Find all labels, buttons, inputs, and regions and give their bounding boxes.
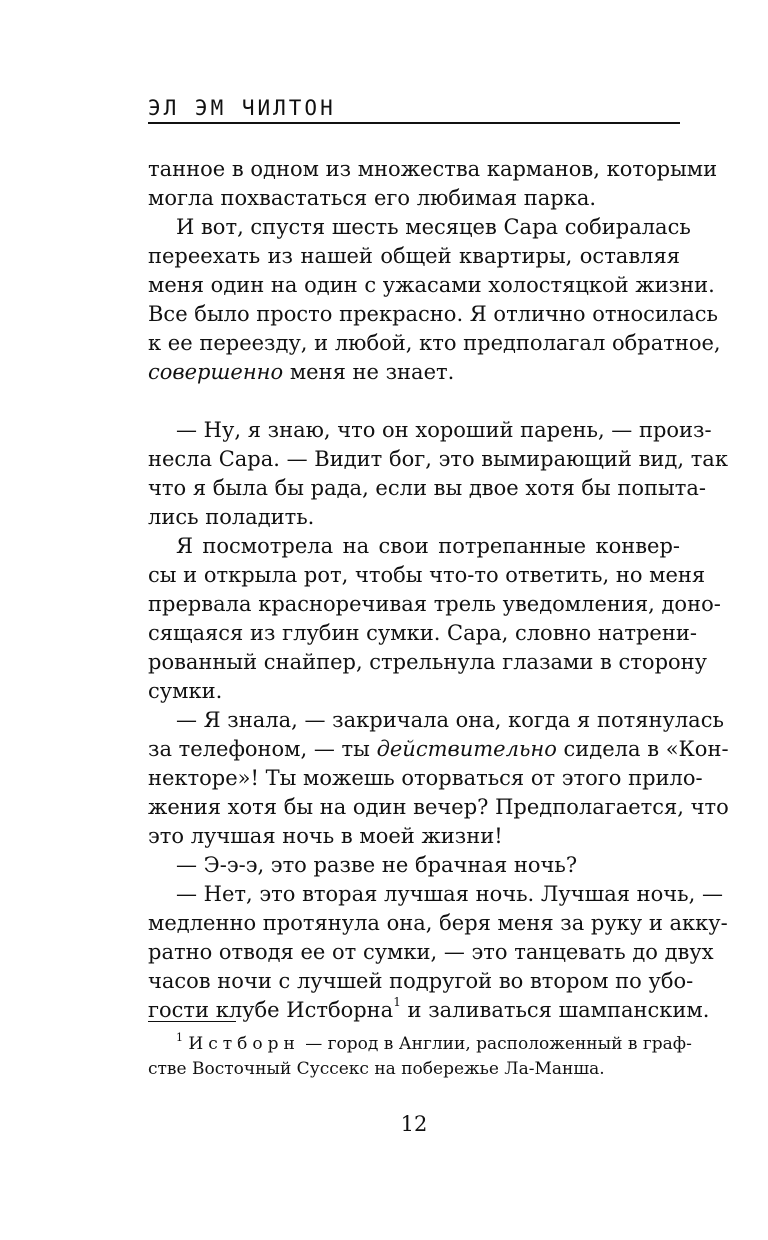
text-line: сумки. bbox=[148, 679, 223, 703]
text-line: Все было просто прекрасно. Я отлично относилась bbox=[148, 302, 718, 326]
text-line: гости клубе Истборна$^1$ и заливаться шампанским. bbox=[148, 995, 710, 1022]
text-line: — Я знала, — закричала она, когда я потянулась bbox=[176, 708, 724, 732]
footnote-rule bbox=[148, 1021, 236, 1022]
footnote-marker: 1 bbox=[176, 1031, 183, 1044]
text-line: сы и открыла рот, чтобы что-то ответить, но меня bbox=[148, 563, 706, 587]
running-head-title: ЭЛ ЭМ ЧИЛТОН bbox=[148, 96, 336, 120]
text-line: меня один на один с ужасами холостяцкой жизни. bbox=[148, 273, 715, 297]
text-line: совершенно меня не знает. bbox=[148, 360, 455, 384]
footnote-line: стве Восточный Суссекс на побережье Ла-Манша. bbox=[148, 1059, 605, 1079]
text-line: прервала красноречивая трель уведомления, доно- bbox=[148, 592, 721, 616]
emphasis: совершенно bbox=[148, 360, 284, 384]
emphasis: действительно bbox=[376, 737, 557, 761]
text-line: И вот, спустя шесть месяцев Сара собиралась bbox=[176, 215, 691, 239]
text-line: за телефоном, — ты действительно сидела в «Кон- bbox=[148, 737, 729, 761]
footnote-reference: 1 bbox=[393, 995, 401, 1009]
text-line: могла похвастаться его любимая парка. bbox=[148, 186, 597, 210]
text-line: медленно протянула она, беря меня за руку и акку- bbox=[148, 911, 728, 935]
text-line: — Э-э-э, это разве не брачная ночь? bbox=[176, 853, 578, 877]
text-line: к ее переезду, и любой, кто предполагал обратное, bbox=[148, 331, 721, 355]
text-line: — Нет, это вторая лучшая ночь. Лучшая ночь, — bbox=[176, 882, 723, 906]
page-number: 12 bbox=[400, 1112, 428, 1136]
text-line: некторе»! Ты можешь оторваться от этого прило- bbox=[148, 766, 703, 790]
text-line: — Ну, я знаю, что он хороший парень, — произ- bbox=[176, 418, 712, 442]
text-line: танное в одном из множества карманов, которыми bbox=[148, 157, 718, 181]
text-line: это лучшая ночь в моей жизни! bbox=[148, 824, 503, 848]
footnote-line: $^1$ Истборн — город в Англии, расположенный в граф- bbox=[176, 1031, 692, 1054]
text-line: Я посмотрела на свои потрепанные конвер- bbox=[176, 534, 680, 558]
text-line: ратно отводя ее от сумки, — это танцевать до двух bbox=[148, 940, 714, 964]
text-line: несла Сара. — Видит бог, это вымирающий вид, так bbox=[148, 447, 728, 471]
text-line: рованный снайпер, стрельнула глазами в сторону bbox=[148, 650, 708, 674]
footnote-term: Истборн bbox=[188, 1034, 300, 1054]
text-line: лись поладить. bbox=[148, 505, 315, 529]
text-line: что я была бы рада, если вы двое хотя бы попыта- bbox=[148, 476, 706, 500]
text-line: сящаяся из глубин сумки. Сара, словно натрени- bbox=[148, 621, 697, 645]
text-line: переехать из нашей общей квартиры, оставляя bbox=[148, 244, 680, 268]
running-head bbox=[148, 96, 680, 124]
text-line: часов ночи с лучшей подругой во втором по убо- bbox=[148, 969, 694, 993]
text-line: жения хотя бы на один вечер? Предполагается, что bbox=[148, 795, 729, 819]
